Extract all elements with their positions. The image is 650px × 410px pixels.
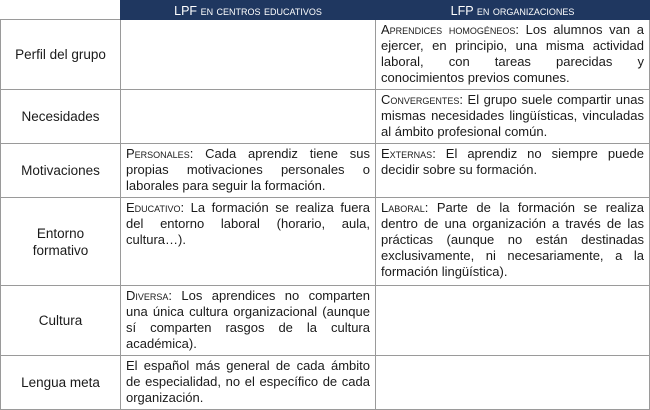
- lfp-cell: [376, 144, 650, 198]
- row-label: Cultura: [1, 286, 121, 356]
- lpf-keyword: Personales: [126, 146, 190, 161]
- lfp-cell: [376, 20, 650, 90]
- lpf-text: : La formación se realiza fuera del entorno laboral (horario, aula, cultura…).: [126, 200, 370, 247]
- lfp-text: : Los alumnos van a ejercer, en principio, una misma actividad laboral, con tareas parecidas y conocimientos previos comunes.: [381, 22, 644, 85]
- header-row: [1, 1, 650, 20]
- row-label-line2: formativo: [32, 242, 89, 258]
- header-lfp-sub: en organizaciones: [476, 3, 575, 18]
- lfp-keyword: Convergentes: [381, 92, 460, 107]
- row-cultura: [1, 286, 650, 356]
- lfp-text: : Parte de la formación se realiza dentro de una organización a través de las prácticas (aunque no están destinadas exclusivamente, ni necesariamente, a la formación lingüística).: [381, 200, 644, 279]
- lfp-keyword: Externas: [381, 146, 433, 161]
- lpf-text: : Los aprendices no comparten una única cultura organizacional (aunque sí comparten rasgos de la cultura académica).: [126, 288, 370, 351]
- header-lfp-main: LFP: [450, 3, 474, 18]
- header-lfp: [376, 1, 650, 20]
- row-label: Necesidades: [1, 90, 121, 144]
- lfp-cell: [376, 198, 650, 286]
- lpf-keyword: Educativo: [126, 200, 181, 215]
- lfp-keyword: Aprendices homogéneos: [381, 22, 516, 37]
- row-label: [1, 198, 121, 286]
- lfp-cell: [376, 90, 650, 144]
- lfp-cell: [376, 356, 650, 410]
- row-label: Motivaciones: [1, 144, 121, 198]
- lpf-cell: [121, 286, 376, 356]
- lfp-text: : El aprendiz no siempre puede decidir sobre su formación.: [381, 146, 644, 177]
- header-lpf-sub: en centros educativos: [200, 3, 322, 18]
- lpf-text: El español más general de cada ámbito de especialidad, no el específico de cada organización.: [126, 358, 370, 405]
- lfp-keyword: Laboral: [381, 200, 425, 215]
- row-necesidades: [1, 90, 650, 144]
- lpf-cell: [121, 90, 376, 144]
- row-perfil: [1, 20, 650, 90]
- row-lengua: [1, 356, 650, 410]
- row-label-line1: Entorno: [36, 225, 85, 241]
- row-label: Perfil del grupo: [1, 20, 121, 90]
- header-empty-cell: [1, 1, 121, 20]
- lfp-text: : El grupo suele compartir unas mismas necesidades lingüísticas, vinculadas al ámbito profesional común.: [381, 92, 644, 139]
- lpf-cell: [121, 20, 376, 90]
- header-lpf: [121, 1, 376, 20]
- lpf-keyword: Diversa: [126, 288, 169, 303]
- lpf-cell: [121, 356, 376, 410]
- row-motivaciones: [1, 144, 650, 198]
- lpf-cell: [121, 144, 376, 198]
- lpf-cell: [121, 198, 376, 286]
- row-label: Lengua meta: [1, 356, 121, 410]
- header-lpf-main: LPF: [174, 3, 198, 18]
- lfp-cell: [376, 286, 650, 356]
- lpf-text: : Cada aprendiz tiene sus propias motivaciones personales o laborales para seguir la formación.: [126, 146, 370, 193]
- row-entorno: [1, 198, 650, 286]
